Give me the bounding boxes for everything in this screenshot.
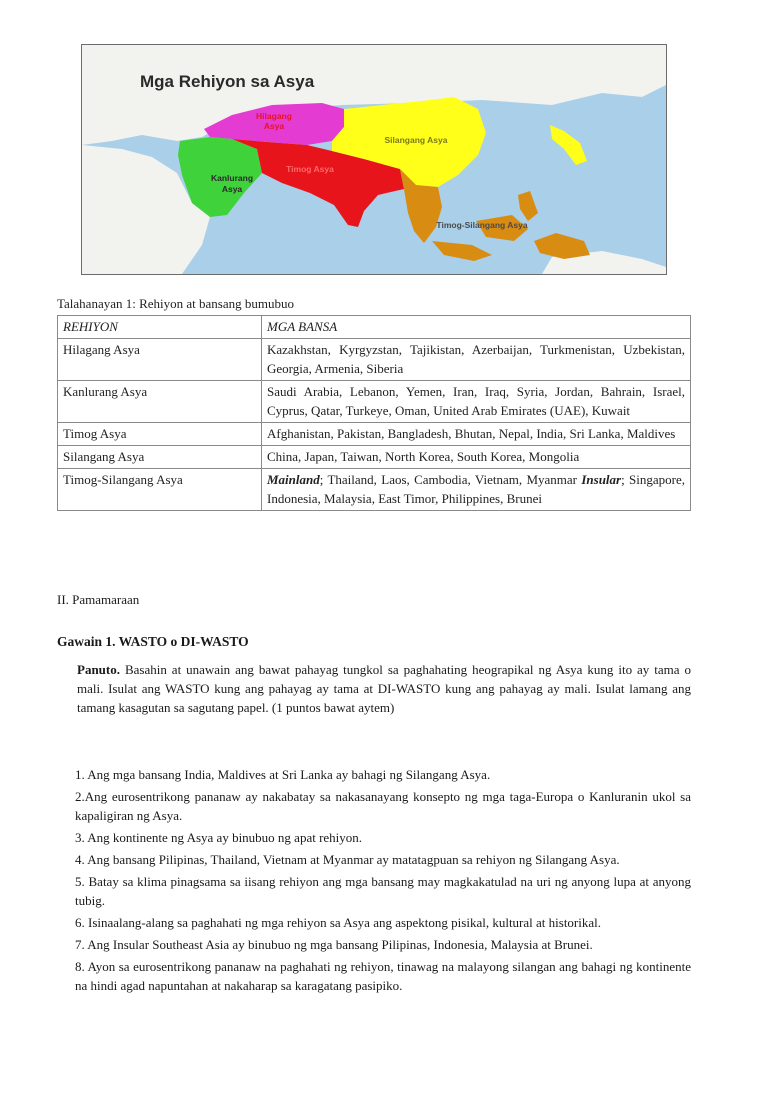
list-item: 2.Ang eurosentrikong pananaw ay nakabatay sa nakasanayang konsepto ng mga taga-Europa o Kanluranin ukol sa kapaligiran ng Asya. (75, 789, 691, 823)
activity-title: Gawain 1. WASTO o DI-WASTO (57, 634, 249, 649)
insular-countries: ; Singapore, Indonesia, Malaysia, East Timor, Philippines, Brunei (267, 472, 686, 506)
header-rehiyon: REHIYON (58, 316, 262, 339)
list-item: 6. Isinaalang-alang sa paghahati ng mga rehiyon sa Asya ang aspektong pisikal, kultural at historikal. (75, 915, 602, 930)
table-header-row (58, 316, 691, 339)
countries-cell (262, 469, 691, 511)
list-item: 1. Ang mga bansang India, Maldives at Sri Lanka ay bahagi ng Silangang Asya. (75, 767, 491, 782)
statement-list (75, 765, 691, 998)
map-title: Mga Rehiyon sa Asya (140, 72, 315, 91)
region-cell: Silangang Asya (58, 446, 262, 469)
mainland-countries: ; Thailand, Laos, Cambodia, Vietnam, Myanmar (319, 472, 577, 487)
table-row (58, 339, 691, 381)
label-timog-silangang-asya: Timog-Silangang Asya (436, 220, 528, 230)
label-silangang-asya: Silangang Asya (384, 135, 448, 145)
region-cell: Timog Asya (58, 423, 262, 446)
table-row (58, 446, 691, 469)
insular-label: Insular (581, 472, 622, 487)
table-caption: Talahanayan 1: Rehiyon at bansang bumubuo (57, 296, 295, 311)
list-item: 7. Ang Insular Southeast Asia ay binubuo ng mga bansang Pilipinas, Indonesia, Malaysia at Brunei. (75, 937, 593, 952)
label-kanlurang-asya-1: Kanlurang (210, 173, 254, 183)
countries-cell: Afghanistan, Pakistan, Bangladesh, Bhutan, Nepal, India, Sri Lanka, Maldives (262, 423, 691, 446)
asia-regions-map (81, 44, 667, 275)
countries-cell: Saudi Arabia, Lebanon, Yemen, Iran, Iraq, Syria, Jordan, Bahrain, Israel, Cyprus, Qatar, Turkeye, Oman, United Arab Emirates (UAE), Kuwait (262, 381, 691, 423)
region-cell: Timog-Silangang Asya (58, 469, 262, 511)
section-heading: II. Pamamaraan (57, 592, 140, 607)
map-svg (82, 45, 666, 274)
label-hilagang-asya-1: Hilagang (256, 111, 292, 121)
regions-table (57, 315, 691, 511)
directions-lead: Panuto. (77, 662, 120, 677)
label-kanlurang-asya-2: Asya (221, 184, 243, 194)
list-item: 8. Ayon sa eurosentrikong pananaw na paghahati ng rehiyon, tinawag na malayong silangan ang bahagi ng kontinente na hindi agad napuntahan at nakaharap sa karagatang pasipiko. (75, 959, 691, 993)
list-item: 4. Ang bansang Pilipinas, Thailand, Vietnam at Myanmar ay matatagpuan sa rehiyon ng Silangang Asya. (75, 852, 620, 867)
header-mga-bansa: MGA BANSA (262, 316, 691, 339)
list-item: 3. Ang kontinente ng Asya ay binubuo ng apat rehiyon. (75, 830, 363, 845)
countries-cell: China, Japan, Taiwan, North Korea, South Korea, Mongolia (262, 446, 691, 469)
mainland-label: Mainland (267, 472, 320, 487)
directions-paragraph (77, 660, 691, 717)
region-cell: Hilagang Asya (58, 339, 262, 381)
label-timog-asya: Timog Asya (286, 164, 334, 174)
countries-cell: Kazakhstan, Kyrgyzstan, Tajikistan, Azerbaijan, Turkmenistan, Uzbekistan, Georgia, Armenia, Siberia (262, 339, 691, 381)
table-row (58, 423, 691, 446)
label-hilagang-asya-2: Asya (263, 121, 285, 131)
table-row (58, 469, 691, 511)
directions-text: Basahin at unawain ang bawat pahayag tungkol sa paghahating heograpikal ng Asya kung ito ay tama o mali. Isulat ang WASTO kung ang pahayag ay tama at DI-WASTO kung ang pahayag ay mali. Isulat lamang ang tamang kasagutan sa sagutang papel. (1 puntos bawat aytem) (77, 662, 691, 715)
list-item: 5. Batay sa klima pinagsama sa iisang rehiyon ang mga bansang may magkakatulad na uri ng anyong lupa at anyong tubig. (75, 874, 691, 908)
table-row (58, 381, 691, 423)
region-cell: Kanlurang Asya (58, 381, 262, 423)
